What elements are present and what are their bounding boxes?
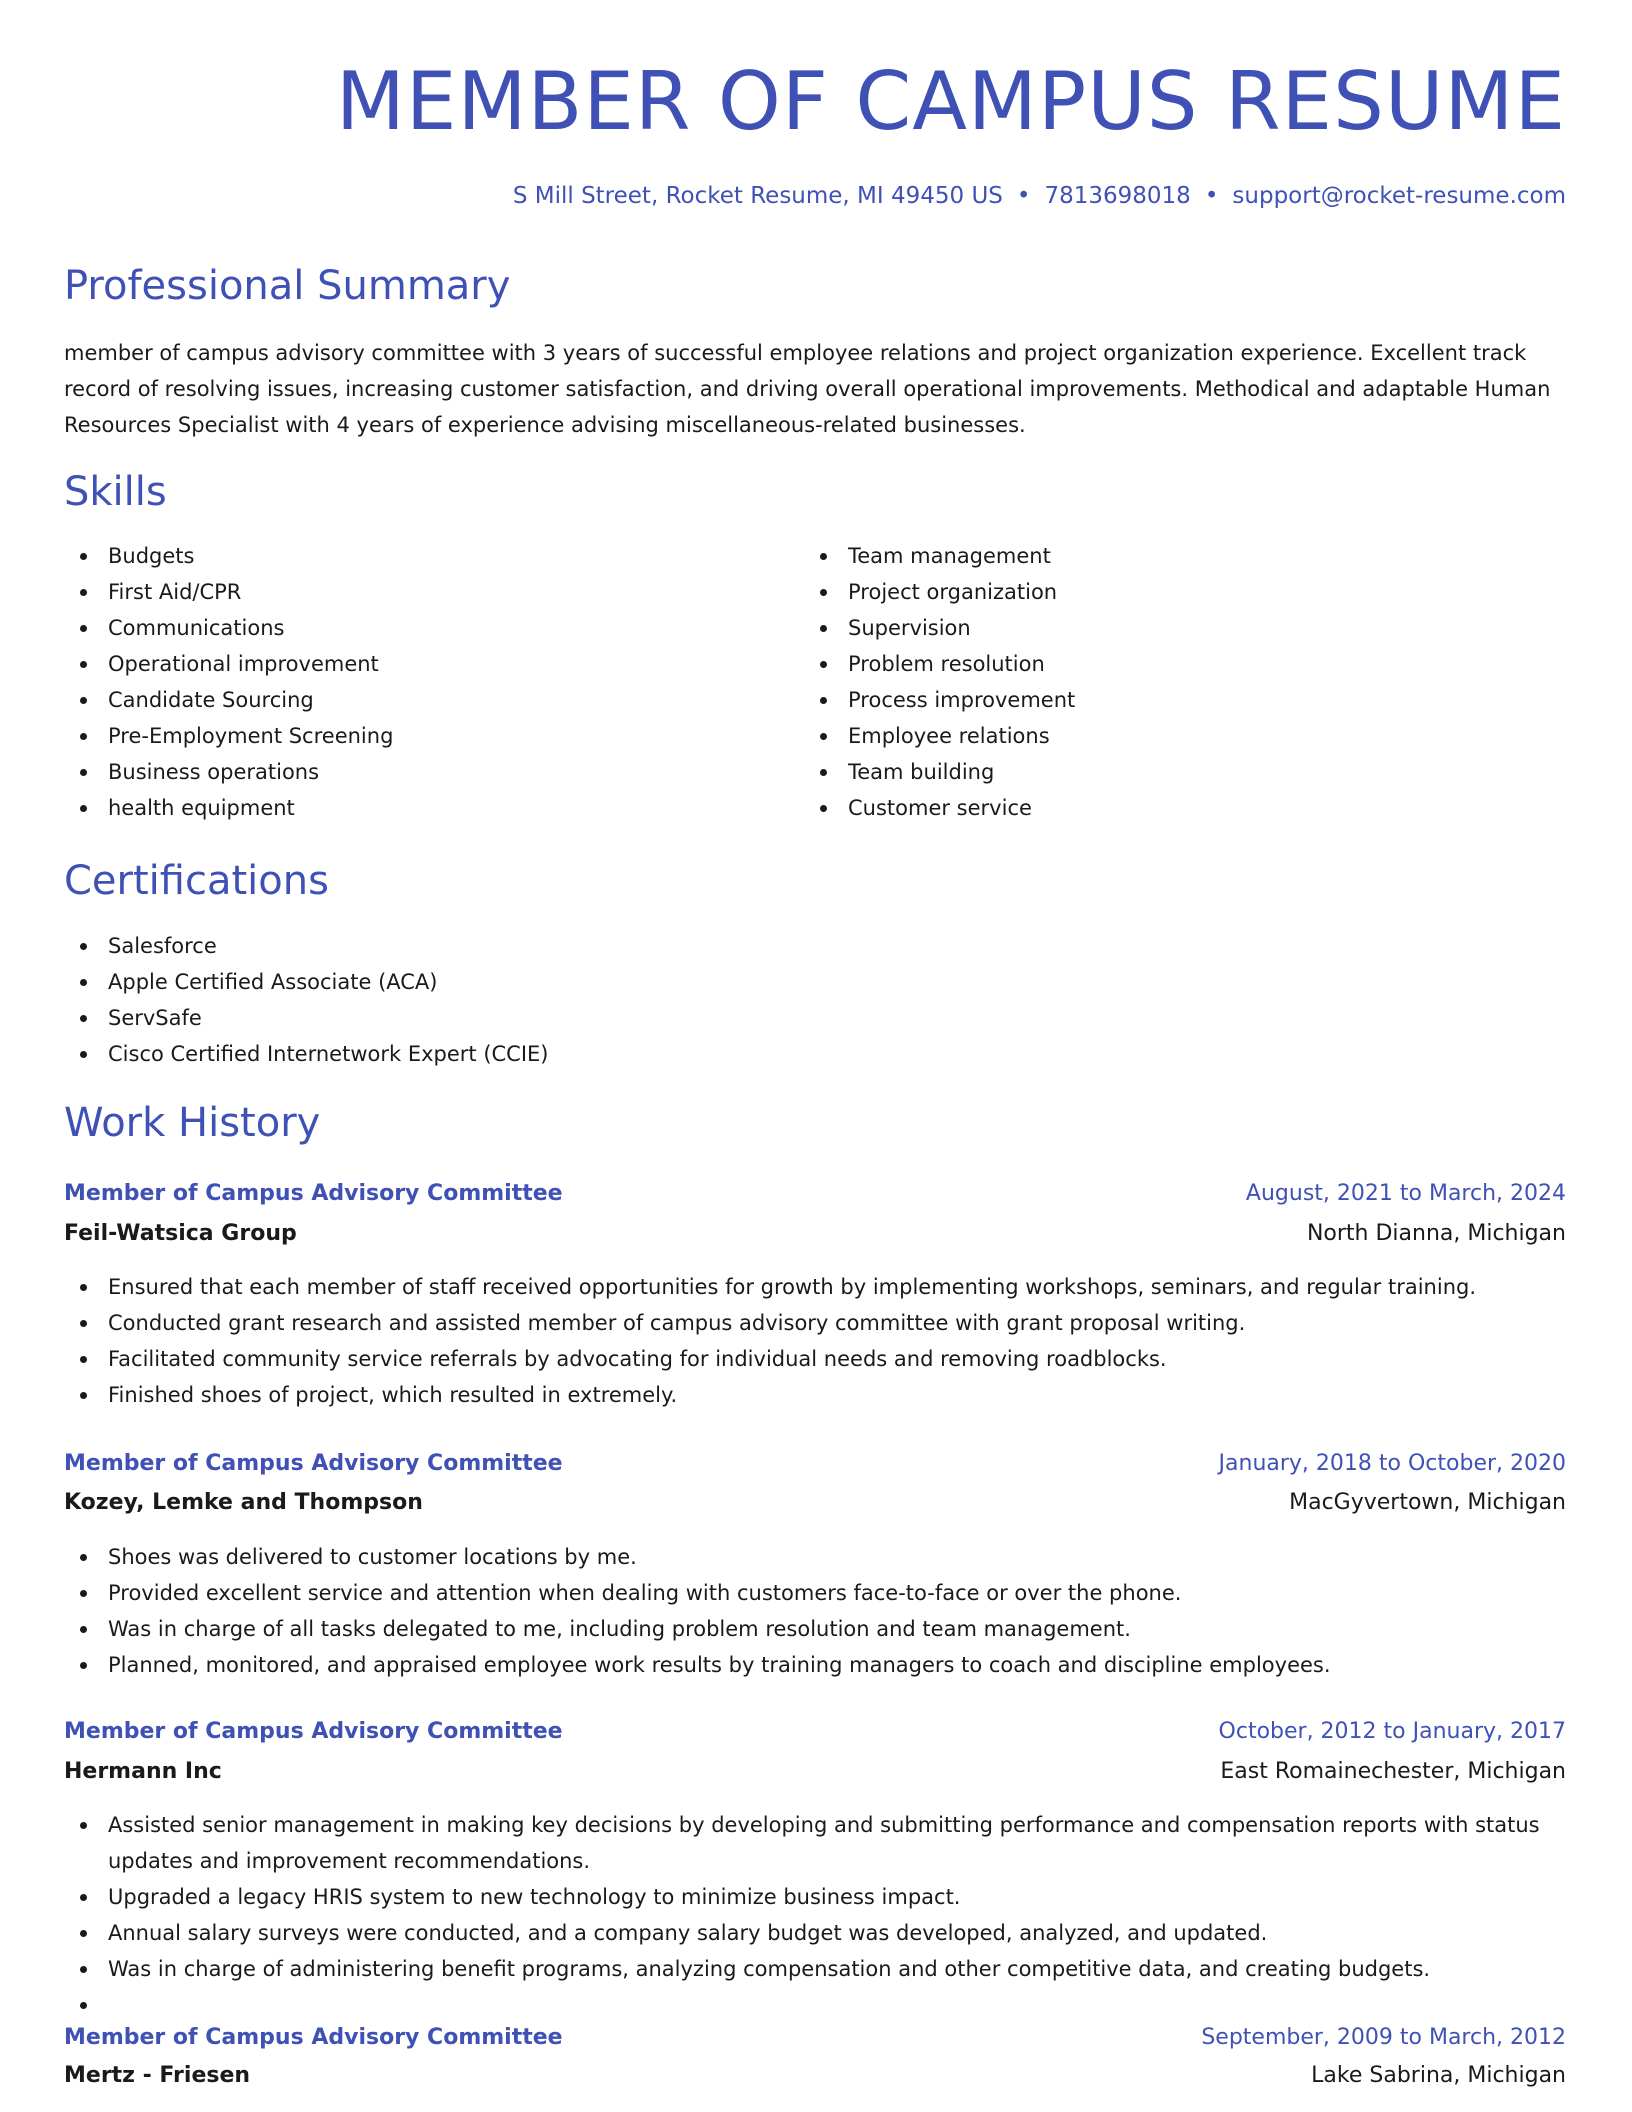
skill-item: Operational improvement <box>64 646 764 682</box>
skill-item: Budgets <box>64 538 764 574</box>
job-bullet: Finished shoes of project, which resulted in extremely. <box>64 1377 1564 1413</box>
skills-list-right <box>804 538 1504 826</box>
skill-item: Employee relations <box>804 718 1504 754</box>
certification-item: Salesforce <box>64 928 1564 964</box>
skill-item: Team management <box>804 538 1504 574</box>
skill-item: Customer service <box>804 790 1504 826</box>
job-location: North Dianna, Michigan <box>1306 1221 1566 1246</box>
contact-line <box>513 180 1566 212</box>
certifications-heading: Certifications <box>64 858 329 904</box>
job-location: East Romainechester, Michigan <box>1220 1759 1566 1784</box>
company-name: Mertz - Friesen <box>64 2063 251 2088</box>
skills-heading: Skills <box>64 469 167 515</box>
job-title: Member of Campus Advisory Committee <box>64 2025 563 2050</box>
skill-item: health equipment <box>64 790 764 826</box>
job-bullets <box>64 1539 1564 1683</box>
skill-item: Problem resolution <box>804 646 1504 682</box>
company-name: Kozey, Lemke and Thompson <box>64 1490 423 1515</box>
skill-item: First Aid/CPR <box>64 574 764 610</box>
separator: • <box>1204 183 1219 209</box>
job-dates: October, 2012 to January, 2017 <box>1218 1719 1566 1744</box>
job-bullet: Shoes was delivered to customer locations by me. <box>64 1539 1564 1575</box>
skill-item: Project organization <box>804 574 1504 610</box>
skills-list-left <box>64 538 764 826</box>
job-dates: January, 2018 to October, 2020 <box>1218 1451 1566 1476</box>
job-bullet: Conducted grant research and assisted member of campus advisory committee with grant proposal writing. <box>64 1305 1564 1341</box>
job-bullet: Ensured that each member of staff received opportunities for growth by implementing workshops, seminars, and regular training. <box>64 1269 1564 1305</box>
job-dates: September, 2009 to March, 2012 <box>1201 2025 1566 2050</box>
skill-item: Team building <box>804 754 1504 790</box>
address: S Mill Street, Rocket Resume, MI 49450 US <box>512 183 1003 209</box>
job-bullet: Provided excellent service and attention when dealing with customers face-to-face or over the phone. <box>64 1575 1564 1611</box>
job-location: Lake Sabrina, Michigan <box>1311 2063 1566 2088</box>
job-title: Member of Campus Advisory Committee <box>64 1719 563 1744</box>
job-title: Member of Campus Advisory Committee <box>64 1181 563 1206</box>
skill-item: Candidate Sourcing <box>64 682 764 718</box>
job-location: MacGyvertown, Michigan <box>1289 1490 1566 1515</box>
email-link[interactable]: support@rocket-resume.com <box>1232 183 1566 209</box>
skill-item: Business operations <box>64 754 764 790</box>
job-bullet: Was in charge of administering benefit programs, analyzing compensation and other competitive data, and creating budgets. <box>64 1951 1564 1987</box>
skill-item: Pre-Employment Screening <box>64 718 764 754</box>
job-bullet: Facilitated community service referrals by advocating for individual needs and removing roadblocks. <box>64 1341 1564 1377</box>
company-name: Feil-Watsica Group <box>64 1221 297 1246</box>
phone: 7813698018 <box>1044 183 1191 209</box>
summary-heading: Professional Summary <box>64 263 511 309</box>
job-bullets <box>64 1269 1564 1413</box>
work-history-heading: Work History <box>64 1100 321 1146</box>
summary-text: member of campus advisory committee with 3 years of successful employee relations and project organization experience. Excellent track record of resolving issues, increasing customer satisfaction, and driving overall operational improvements. Methodical and adaptable Human Resources Specialist with 4 years of experience advising miscellaneous-related businesses. <box>64 341 1551 437</box>
skill-item: Communications <box>64 610 764 646</box>
separator: • <box>1016 183 1031 209</box>
certification-item: Cisco Certified Internetwork Expert (CCIE) <box>64 1036 1564 1072</box>
job-bullet: Was in charge of all tasks delegated to me, including problem resolution and team management. <box>64 1611 1564 1647</box>
job-bullet: Upgraded a legacy HRIS system to new technology to minimize business impact. <box>64 1879 1564 1915</box>
skill-item: Supervision <box>804 610 1504 646</box>
certification-item: Apple Certified Associate (ACA) <box>64 964 1564 1000</box>
company-name: Hermann Inc <box>64 1759 222 1784</box>
certifications-list <box>64 928 1564 1072</box>
certification-item: ServSafe <box>64 1000 1564 1036</box>
job-bullet: Annual salary surveys were conducted, and a company salary budget was developed, analyzed, and updated. <box>64 1915 1564 1951</box>
resume-title: MEMBER OF CAMPUS RESUME <box>335 55 1566 148</box>
job-dates: August, 2021 to March, 2024 <box>1245 1181 1566 1206</box>
job-title: Member of Campus Advisory Committee <box>64 1451 563 1476</box>
skill-item: Process improvement <box>804 682 1504 718</box>
job-bullet: Assisted senior management in making key decisions by developing and submitting performance and compensation reports with status updates and improvement recommendations. <box>64 1807 1564 1879</box>
job-bullets <box>64 1807 1564 1987</box>
job-bullet: Planned, monitored, and appraised employee work results by training managers to coach and discipline employees. <box>64 1647 1564 1683</box>
